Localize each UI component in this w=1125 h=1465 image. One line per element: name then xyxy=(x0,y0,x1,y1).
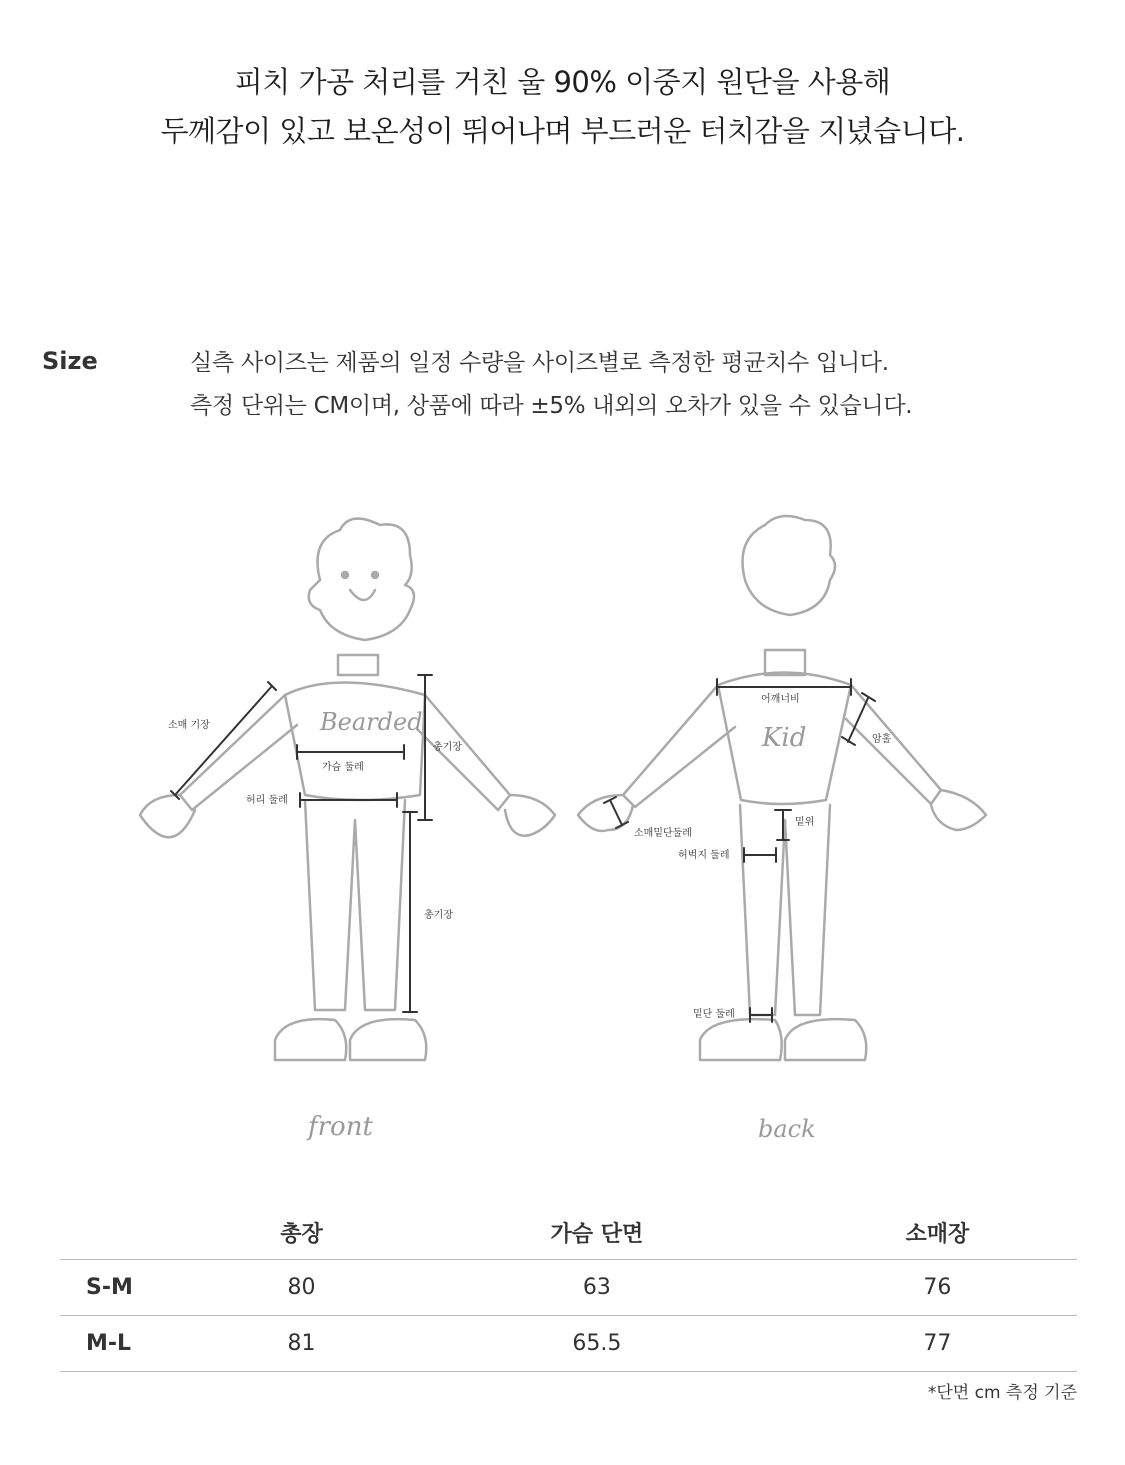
front-caption: front xyxy=(308,1112,373,1142)
rise-label: 밑위 xyxy=(795,817,815,828)
size-heading: Size xyxy=(42,347,98,375)
total-length-cell: 80 xyxy=(207,1260,396,1316)
size-desc-line-1: 실측 사이즈는 제품의 일정 수량을 사이즈별로 측정한 평균치수 입니다. xyxy=(190,350,889,376)
product-intro xyxy=(0,58,1125,156)
hem-label: 밑단 둘레 xyxy=(693,1009,735,1020)
size-cell: S-M xyxy=(60,1260,207,1316)
measurement-note: *단면 cm 측정 기준 xyxy=(927,1383,1077,1403)
size-cell: M-L xyxy=(60,1316,207,1372)
back-caption: back xyxy=(758,1115,816,1143)
chest-cell: 65.5 xyxy=(396,1316,798,1372)
chest-label: 가슴 둘레 xyxy=(322,762,364,773)
front-figure xyxy=(140,519,555,1060)
table-row xyxy=(60,1316,1077,1372)
measurement-illustration xyxy=(0,480,1125,1160)
shoulder-width-label: 어깨너비 xyxy=(761,694,800,705)
size-description xyxy=(190,342,912,428)
sleeve-cell: 76 xyxy=(798,1260,1077,1316)
thigh-label: 허벅지 둘레 xyxy=(678,850,730,861)
size-table xyxy=(60,1205,1077,1372)
waist-label: 허리 둘레 xyxy=(246,795,288,806)
table-row xyxy=(60,1260,1077,1316)
armhole-label: 암홀 xyxy=(872,734,892,745)
header-sleeve: 소매장 xyxy=(905,1221,970,1247)
header-chest: 가슴 단면 xyxy=(550,1221,644,1247)
intro-line-1: 피치 가공 처리를 거친 울 90% 이중지 원단을 사용해 xyxy=(234,65,891,99)
table-header-row xyxy=(60,1205,1077,1260)
intro-line-2: 두께감이 있고 보온성이 뛰어나며 부드러운 터치감을 지녔습니다. xyxy=(160,114,965,148)
header-total-length: 총장 xyxy=(280,1221,323,1247)
pants-length-label: 총기장 xyxy=(424,910,453,921)
back-shirt-text: Kid xyxy=(762,723,807,753)
size-desc-line-2: 측정 단위는 CM이며, 상품에 따라 ±5% 내외의 오차가 있을 수 있습니다. xyxy=(190,393,913,419)
sleeve-cell: 77 xyxy=(798,1316,1077,1372)
header-size xyxy=(60,1205,207,1260)
cuff-label: 소매밑단둘레 xyxy=(634,828,692,839)
sleeve-length-label: 소매 기장 xyxy=(168,720,210,731)
total-length-cell: 81 xyxy=(207,1316,396,1372)
chest-cell: 63 xyxy=(396,1260,798,1316)
back-figure xyxy=(578,516,986,1060)
back-measure-lines xyxy=(604,679,875,1022)
top-length-label: 총기장 xyxy=(433,742,462,753)
front-shirt-text: Bearded xyxy=(320,708,423,736)
